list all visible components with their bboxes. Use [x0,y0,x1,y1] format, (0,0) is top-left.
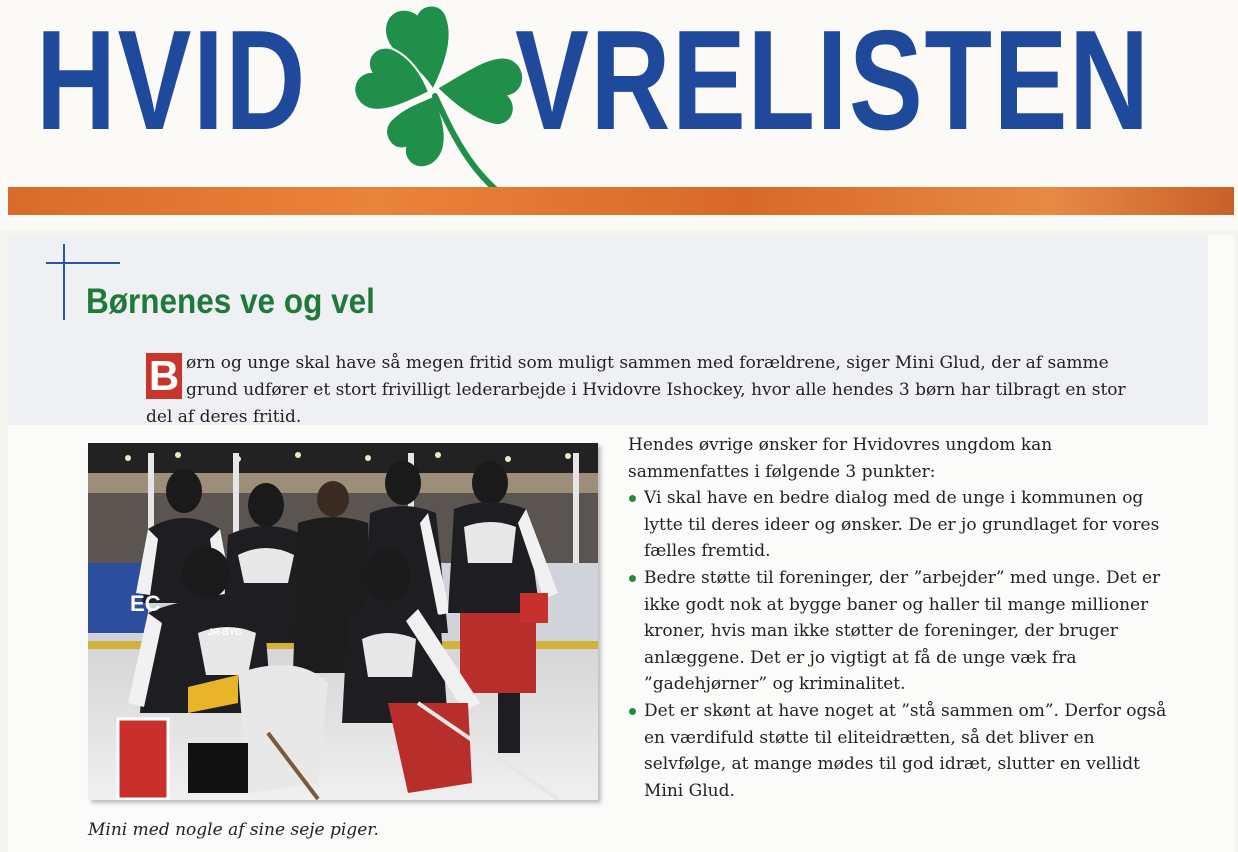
intro-text: ørn og unge skal have så megen fritid som muligt sammen med forældrene, siger Mini Glud, der af samme grund udfører et stort frivilligt lederarbejde i Hvidovre Ishockey, hvor alle hendes 3 børn har tilbragt en stor del af deres fritid. [146,353,1126,427]
bullet-item: Vi skal have en bedre dialog med de unge i kommunen og lytte til deres ideer og ønsker. De er jo grundlaget for vores fælles fremtid. [628,485,1168,565]
corner-rule-horizontal [46,262,120,264]
masthead-title-right: VRELISTEN [515,1,1151,160]
body-lead: Hendes øvrige ønsker for Hvidovres ungdom kan sammenfattes i følgende 3 punkter: [628,435,1053,482]
team-photo [88,443,598,800]
bullet-item: Bedre støtte til foreninger, der ”arbejder” med unge. Det er ikke godt nok at bygge baner og haller til mange millioner kroner, hvis man ikke støtter de foreninger, der bruger anlæggene. Det er jo vigtigt at få de unge væk fra ”gadehjørner” og kriminalitet. [628,565,1168,698]
corner-rule-vertical [63,244,65,320]
bullet-item: Det er skønt at have noget at ”stå sammen om”. Derfor også en værdifuld støtte til eliteidrætten, så det bliver en selvfølge, at mange mødes til god idræt, slutter en vellidt Mini Glud. [628,698,1168,804]
board-text: JR-BYG [208,627,243,637]
article-body [628,432,1168,804]
bullet-list [628,485,1168,804]
article-intro [146,350,1146,431]
masthead-title-left: HVID [36,1,307,160]
four-leaf-clover-icon [345,0,530,215]
bleed-through-text [610,60,629,140]
article-headline: Børnenes ve og vel [86,282,375,321]
board-ad-text: EC [130,591,161,616]
dropcap: B [146,353,182,399]
team-photo-illustration [88,443,598,800]
masthead-color-band [8,187,1234,215]
photo-caption: Mini med nogle af sine seje piger. [88,820,379,840]
